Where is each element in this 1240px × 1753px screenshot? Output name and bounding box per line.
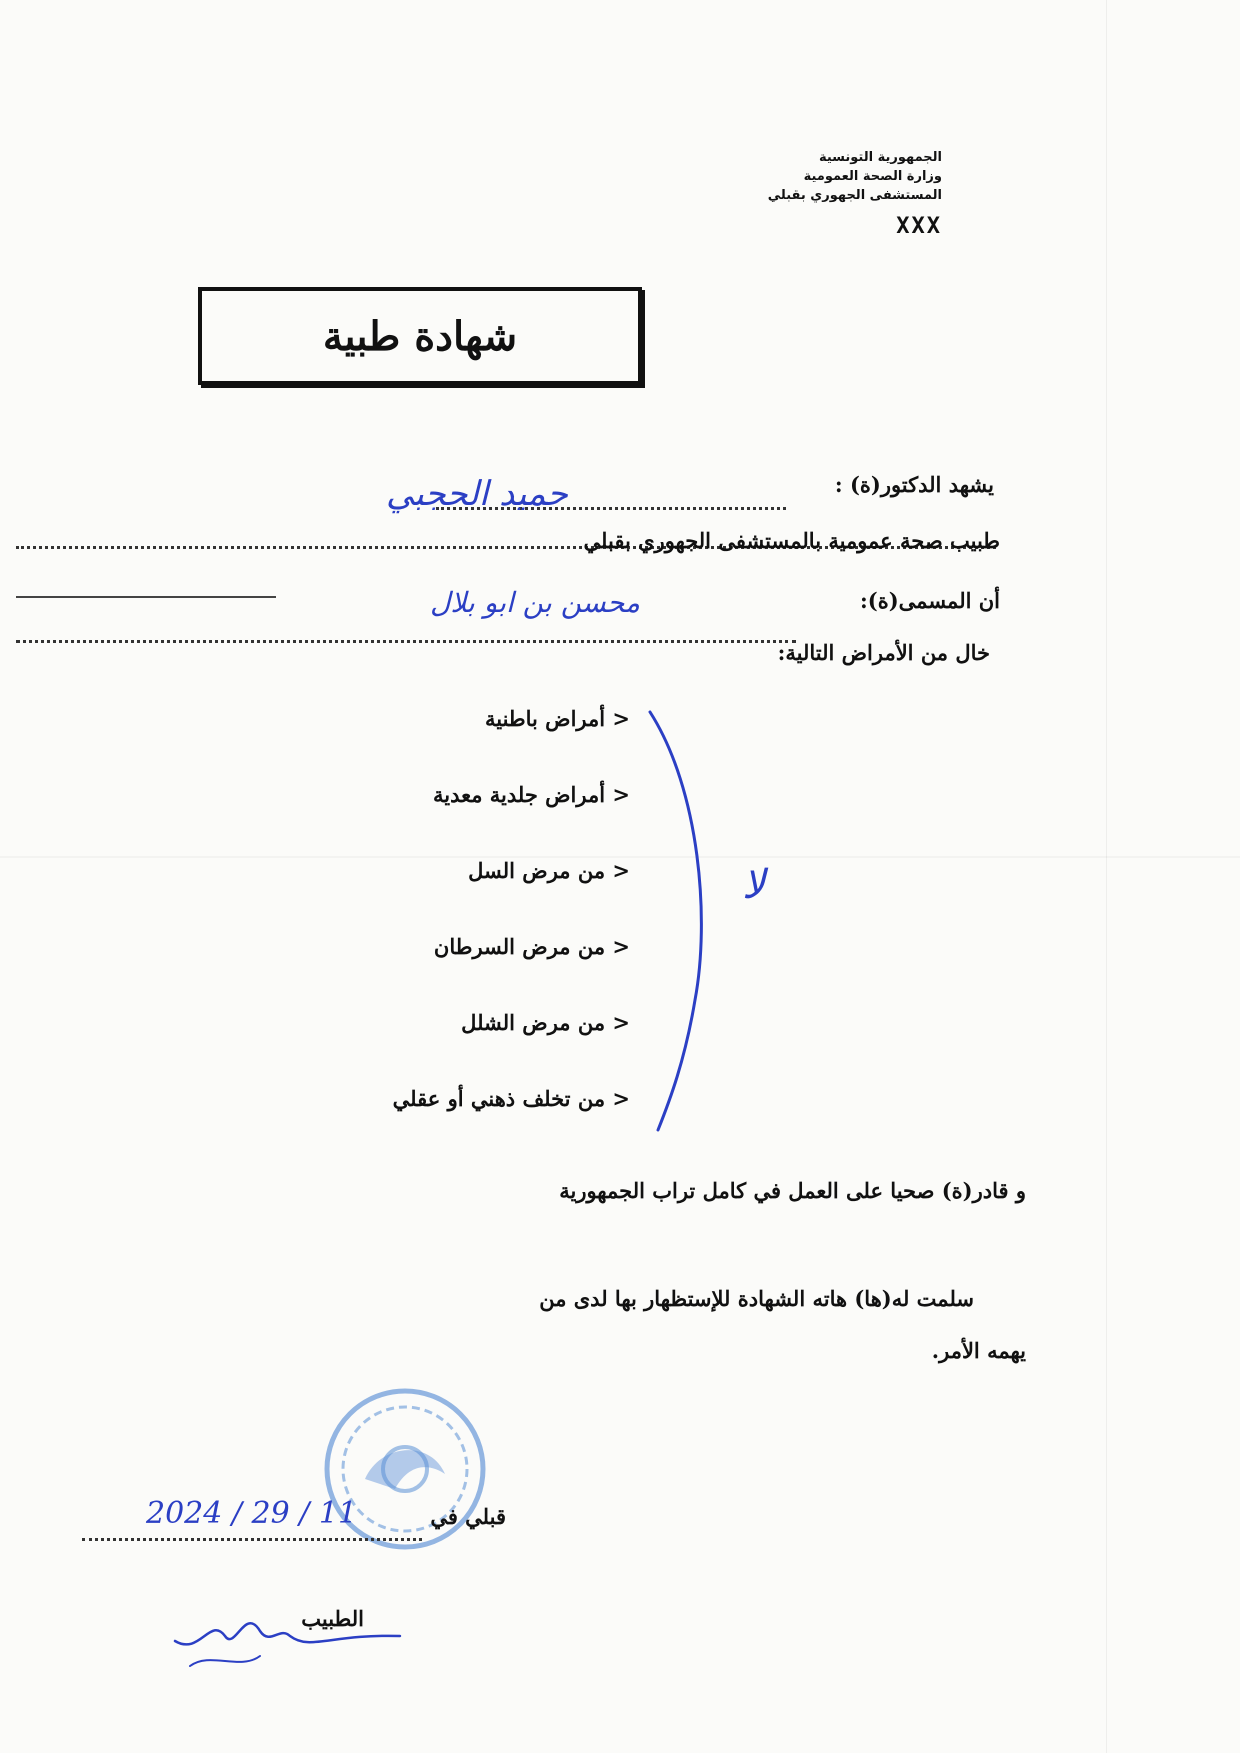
date-label: قبلي في	[430, 1504, 506, 1529]
position-text: طبيب صحة عمومية بالمستشفى الجهوري بقبلي	[583, 528, 1000, 553]
subject-label: أن المسمى(ة):	[860, 588, 1000, 613]
issued-text-2: يهمه الأمر.	[931, 1338, 1026, 1363]
letterhead-mark: XXX	[896, 214, 942, 239]
subject-name-handwritten: محسن بن ابو بلال	[430, 586, 641, 619]
bracket-note-handwritten: لا	[742, 862, 765, 908]
letterhead-ministry: وزارة الصحة العمومية	[803, 169, 942, 184]
bullet-icon: <	[605, 858, 630, 883]
date-handwritten: 2024 / 29 / 11	[146, 1496, 358, 1531]
doctor-name-handwritten: حميد الحجبي	[386, 474, 568, 514]
paper-edge	[1106, 0, 1107, 1753]
bullet-icon: <	[605, 1086, 630, 1111]
position-line-end	[16, 596, 276, 598]
disease-item-4: < من مرض السرطان	[433, 934, 630, 959]
page-title: شهادة طبية	[198, 287, 642, 385]
bullet-icon: <	[605, 782, 630, 807]
signature-label: الطبيب	[301, 1606, 364, 1631]
disease-item-6: < من تخلف ذهني أو عقلي	[392, 1086, 630, 1111]
bullet-icon: <	[605, 706, 630, 731]
letterhead-republic: الجمهورية التونسية	[818, 150, 942, 165]
subject-dots	[16, 640, 796, 643]
disease-item-3: < من مرض السل	[468, 858, 630, 883]
doctor-signature	[170, 1596, 410, 1676]
disease-item-2: < أمراض جلدية معدية	[432, 782, 630, 807]
fitness-text: و قادر(ة) صحيا على العمل في كامل تراب الجمهورية	[559, 1178, 1026, 1203]
disease-item-5: < من مرض الشلل	[461, 1010, 630, 1035]
date-dots	[82, 1538, 422, 1541]
disease-item-1: < أمراض باطنية	[484, 706, 630, 731]
doctor-label: يشهد الدكتور(ة) :	[834, 472, 994, 497]
letterhead	[682, 148, 942, 205]
issued-text-1: سلمت له(ها) هاته الشهادة للإستظهار بها لدى من	[539, 1286, 974, 1311]
free-of-label: خال من الأمراض التالية:	[777, 640, 990, 665]
letterhead-hospital: المستشفى الجهوري بقبلي	[767, 188, 942, 203]
handwritten-bracket	[640, 700, 720, 1140]
bullet-icon: <	[605, 1010, 630, 1035]
bullet-icon: <	[605, 934, 630, 959]
